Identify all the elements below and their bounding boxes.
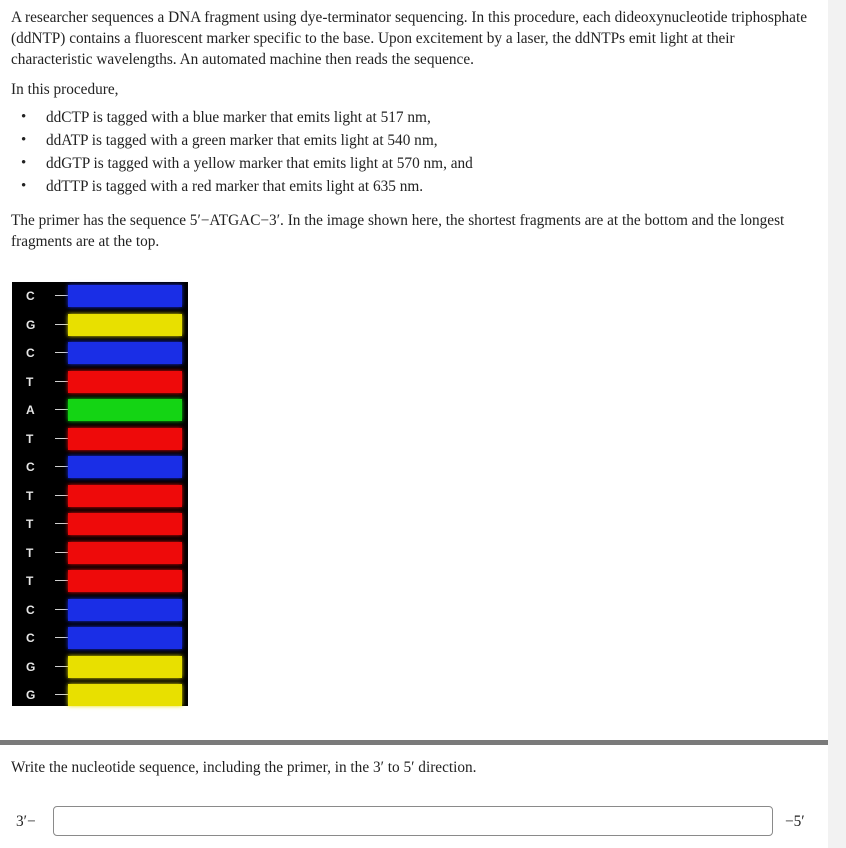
- gel-band-row: [12, 284, 188, 308]
- gel-band-row: [12, 484, 188, 508]
- band-tick: [55, 409, 68, 410]
- base-label: T: [26, 545, 34, 560]
- marker-item-ddatp: [11, 129, 816, 152]
- band-tick: [55, 466, 68, 467]
- gel-band-row: [12, 427, 188, 451]
- base-label: C: [26, 346, 35, 360]
- band-tick: [55, 580, 68, 581]
- problem-statement: [11, 7, 816, 252]
- band-tick: [55, 295, 68, 296]
- gel-band-row: [12, 512, 188, 536]
- marker-list: [11, 106, 816, 198]
- fluorescent-band: [68, 428, 182, 450]
- base-label: C: [26, 631, 35, 645]
- fluorescent-band: [68, 314, 182, 336]
- base-label: T: [26, 517, 34, 531]
- fluorescent-band: [68, 485, 182, 507]
- band-tick: [55, 495, 68, 496]
- answer-prefix: 3′−: [16, 813, 36, 830]
- band-tick: [55, 609, 68, 610]
- gel-band-row: [12, 683, 188, 707]
- gel-band-row: [12, 313, 188, 337]
- gel-band-row: [12, 370, 188, 394]
- base-label: T: [26, 431, 34, 446]
- base-label: T: [26, 488, 34, 503]
- base-label: C: [26, 602, 35, 617]
- scrollbar-track[interactable]: [828, 0, 846, 848]
- fluorescent-band: [68, 656, 182, 678]
- fluorescent-band: [68, 342, 182, 364]
- marker-item-ddgtp: [11, 152, 816, 175]
- gel-band-row: [12, 569, 188, 593]
- band-tick: [55, 352, 68, 353]
- fluorescent-band: [68, 684, 182, 706]
- bullet: •: [21, 155, 27, 171]
- lead-text: In this procedure,: [11, 81, 119, 98]
- gel-band-row: [12, 341, 188, 365]
- section-divider: [0, 740, 828, 745]
- marker-text: ddATP is tagged with a green marker that emits light at 540 nm,: [46, 132, 438, 149]
- base-label: G: [26, 688, 36, 702]
- gel-band-row: [12, 398, 188, 422]
- base-label: C: [26, 289, 35, 303]
- sequence-answer-input[interactable]: [53, 806, 773, 836]
- band-tick: [55, 381, 68, 382]
- marker-text: ddGTP is tagged with a yellow marker that emits light at 570 nm, and: [46, 155, 473, 172]
- fluorescent-band: [68, 456, 182, 478]
- intro-paragraph: A researcher sequences a DNA fragment using dye-terminator sequencing. In this procedure, each dideoxynucleotide triphosphate (ddNTP) contains a fluorescent marker specific to the base. Upon excitement by a laser, the ddNTPs emit light at their characteristic wavelengths. An automated machine then reads the sequence.: [11, 9, 808, 68]
- fluorescent-band: [68, 542, 182, 564]
- fluorescent-band: [68, 399, 182, 421]
- question-prompt: Write the nucleotide sequence, including the primer, in the 3′ to 5′ direction.: [11, 759, 477, 776]
- gel-band-row: [12, 598, 188, 622]
- marker-item-ddttp: [11, 175, 816, 198]
- gel-band-row: [12, 455, 188, 479]
- band-tick: [55, 637, 68, 638]
- answer-suffix: −5′: [785, 813, 805, 830]
- band-tick: [55, 666, 68, 667]
- fluorescent-band: [68, 285, 182, 307]
- gel-band-row: [12, 626, 188, 650]
- band-tick: [55, 324, 68, 325]
- base-label: A: [26, 403, 35, 417]
- fluorescent-band: [68, 570, 182, 592]
- fluorescent-band: [68, 627, 182, 649]
- fluorescent-band: [68, 371, 182, 393]
- marker-text: ddCTP is tagged with a blue marker that emits light at 517 nm,: [46, 109, 431, 126]
- bullet: •: [21, 132, 27, 148]
- band-tick: [55, 523, 68, 524]
- base-label: T: [26, 374, 34, 389]
- base-label: T: [26, 574, 34, 588]
- primer-paragraph: The primer has the sequence 5′−ATGAC−3′. In the image shown here, the shortest fragments are at the bottom and the longest fragments are at the top.: [11, 212, 785, 250]
- bullet: •: [21, 178, 27, 194]
- gel-band-row: [12, 541, 188, 565]
- gel-band-row: [12, 655, 188, 679]
- base-label: C: [26, 460, 35, 474]
- fluorescent-band: [68, 599, 182, 621]
- base-label: G: [26, 317, 36, 332]
- base-label: G: [26, 659, 36, 674]
- bullet: •: [21, 109, 27, 125]
- fluorescent-band: [68, 513, 182, 535]
- sequencing-gel-image: [12, 282, 188, 706]
- band-tick: [55, 694, 68, 695]
- band-tick: [55, 438, 68, 439]
- marker-text: ddTTP is tagged with a red marker that emits light at 635 nm.: [46, 178, 424, 195]
- band-tick: [55, 552, 68, 553]
- marker-item-ddctp: [11, 106, 816, 129]
